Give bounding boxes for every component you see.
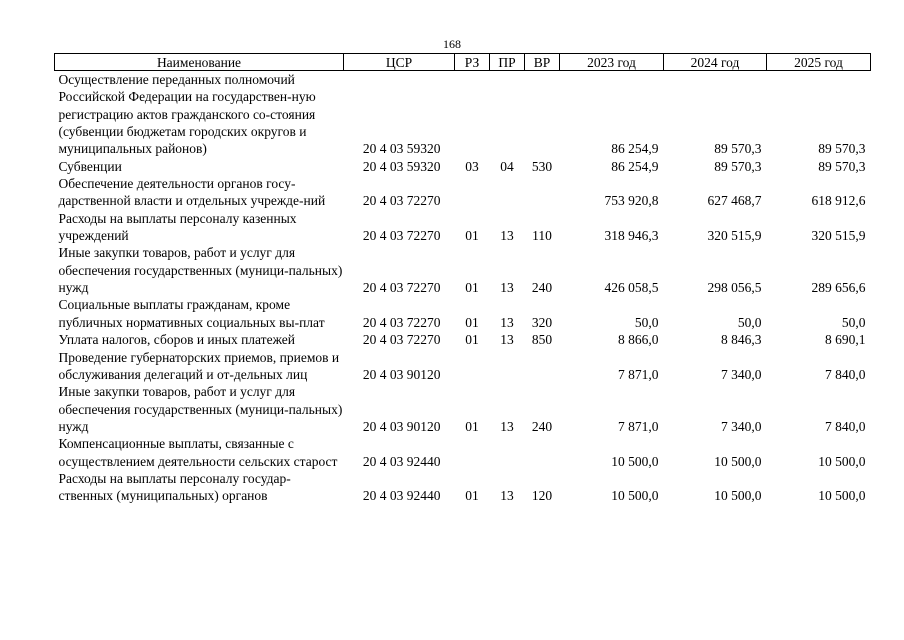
cell-pr: 13	[500, 228, 514, 244]
cell-pr: 13	[500, 332, 514, 348]
cell-2025: 289 656,6	[811, 280, 866, 296]
table-row	[55, 296, 871, 331]
cell-pr: 13	[500, 488, 514, 504]
cell-2025: 10 500,0	[818, 453, 866, 469]
header-name: Наименование	[55, 54, 344, 71]
cell-vr: 530	[531, 158, 553, 174]
cell-vr	[525, 435, 560, 470]
table-row	[55, 349, 871, 384]
cell-name: Субвенции	[58, 158, 122, 174]
table-row	[55, 383, 871, 435]
cell-csr: 20 4 03 72270	[362, 228, 441, 244]
cell-csr: 20 4 03 92440	[362, 488, 441, 504]
cell-rz	[455, 435, 490, 470]
cell-2024: 627 468,7	[707, 193, 762, 209]
cell-csr: 20 4 03 72270	[362, 314, 441, 330]
cell-csr: 20 4 03 72270	[362, 332, 441, 348]
header-pr: ПР	[490, 54, 525, 71]
cell-2023: 86 254,9	[611, 158, 659, 174]
cell-rz: 03	[465, 158, 479, 174]
table-body	[55, 71, 871, 505]
cell-pr: 13	[500, 280, 514, 296]
cell-rz: 01	[465, 418, 479, 434]
cell-pr: 13	[500, 418, 514, 434]
cell-name: Проведение губернаторских приемов, приемов и обслуживания делегаций и от-дельных лиц	[58, 349, 340, 382]
cell-csr: 20 4 03 59320	[362, 158, 441, 174]
cell-2025: 7 840,0	[825, 418, 866, 434]
table-row	[55, 435, 871, 470]
cell-vr: 240	[531, 418, 553, 434]
cell-2023: 10 500,0	[611, 488, 659, 504]
cell-2025: 50,0	[841, 314, 866, 330]
budget-table	[54, 53, 871, 505]
cell-csr: 20 4 03 72270	[362, 193, 441, 209]
table-row	[55, 470, 871, 505]
cell-2024: 10 500,0	[714, 453, 762, 469]
cell-pr: 04	[500, 158, 514, 174]
cell-rz: 01	[465, 280, 479, 296]
cell-name: Иные закупки товаров, работ и услуг для обеспечения государственных (муници-пальных) нужд	[58, 245, 343, 296]
cell-2025: 320 515,9	[811, 228, 866, 244]
cell-2025: 8 690,1	[825, 332, 866, 348]
table-row	[55, 71, 871, 158]
cell-2023: 50,0	[634, 314, 659, 330]
cell-vr: 850	[531, 332, 553, 348]
cell-pr	[490, 349, 525, 384]
cell-2023: 7 871,0	[618, 418, 659, 434]
cell-pr	[490, 71, 525, 158]
header-csr: ЦСР	[344, 54, 455, 71]
cell-vr: 120	[531, 488, 553, 504]
cell-2024: 8 846,3	[721, 332, 762, 348]
page-number: 168	[443, 37, 461, 51]
cell-vr	[525, 71, 560, 158]
cell-2024: 89 570,3	[714, 158, 762, 174]
cell-name: Обеспечение деятельности органов госу-дарственной власти и отдельных учрежде-ний	[58, 176, 326, 209]
cell-rz	[455, 175, 490, 210]
table-row	[55, 175, 871, 210]
cell-pr	[490, 435, 525, 470]
cell-2025: 618 912,6	[811, 193, 866, 209]
cell-2023: 318 946,3	[604, 228, 659, 244]
cell-vr	[525, 175, 560, 210]
cell-2024: 50,0	[737, 314, 762, 330]
cell-2025: 89 570,3	[818, 158, 866, 174]
cell-csr: 20 4 03 90120	[362, 366, 441, 382]
cell-2024: 89 570,3	[714, 141, 762, 157]
table-row	[55, 210, 871, 245]
header-2024: 2024 год	[664, 54, 767, 71]
cell-name: Уплата налогов, сборов и иных платежей	[58, 332, 295, 348]
cell-rz: 01	[465, 488, 479, 504]
cell-2024: 7 340,0	[721, 418, 762, 434]
cell-rz	[455, 71, 490, 158]
cell-2024: 298 056,5	[707, 280, 762, 296]
cell-2025: 89 570,3	[818, 141, 866, 157]
cell-name: Осуществление переданных полномочий Российской Федерации на государствен-ную регистрацию актов гражданского со-стояния (субвенции бюджетам городских округов и муниципальных районов)	[58, 72, 316, 157]
cell-2023: 10 500,0	[611, 453, 659, 469]
cell-name: Иные закупки товаров, работ и услуг для обеспечения государственных (муници-пальных) нужд	[58, 384, 343, 434]
cell-name: Расходы на выплаты персоналу государ-ственных (муниципальных) органов	[58, 470, 291, 504]
cell-pr	[490, 175, 525, 210]
cell-vr	[525, 349, 560, 384]
cell-rz: 01	[465, 332, 479, 348]
cell-rz: 01	[465, 314, 479, 330]
cell-2024: 320 515,9	[707, 228, 762, 244]
cell-name: Компенсационные выплаты, связанные с осуществлением деятельности сельских старост	[58, 436, 338, 469]
header-rz: РЗ	[455, 54, 490, 71]
cell-csr: 20 4 03 59320	[362, 141, 441, 157]
cell-2023: 86 254,9	[611, 141, 659, 157]
cell-csr: 20 4 03 92440	[362, 453, 441, 469]
cell-2025: 7 840,0	[825, 366, 866, 382]
cell-2023: 7 871,0	[618, 366, 659, 382]
cell-vr: 240	[531, 280, 553, 296]
cell-csr: 20 4 03 90120	[362, 418, 441, 434]
cell-pr: 13	[500, 314, 514, 330]
cell-2023: 8 866,0	[618, 332, 659, 348]
cell-vr: 110	[532, 228, 552, 244]
cell-csr: 20 4 03 72270	[362, 280, 441, 296]
table-row	[55, 244, 871, 296]
cell-vr: 320	[531, 314, 553, 330]
cell-name: Расходы на выплаты персоналу казенных учреждений	[58, 210, 297, 244]
table-header	[55, 54, 871, 71]
cell-rz	[455, 349, 490, 384]
header-2025: 2025 год	[767, 54, 871, 71]
table-row	[55, 158, 871, 175]
cell-2023: 426 058,5	[604, 280, 659, 296]
cell-2024: 10 500,0	[714, 488, 762, 504]
cell-2024: 7 340,0	[721, 366, 762, 382]
header-vr: ВР	[525, 54, 560, 71]
table-row	[55, 331, 871, 348]
cell-rz: 01	[465, 228, 479, 244]
header-2023: 2023 год	[560, 54, 664, 71]
cell-2023: 753 920,8	[604, 193, 659, 209]
cell-2025: 10 500,0	[818, 488, 866, 504]
cell-name: Социальные выплаты гражданам, кроме публичных нормативных социальных вы-плат	[58, 297, 325, 330]
